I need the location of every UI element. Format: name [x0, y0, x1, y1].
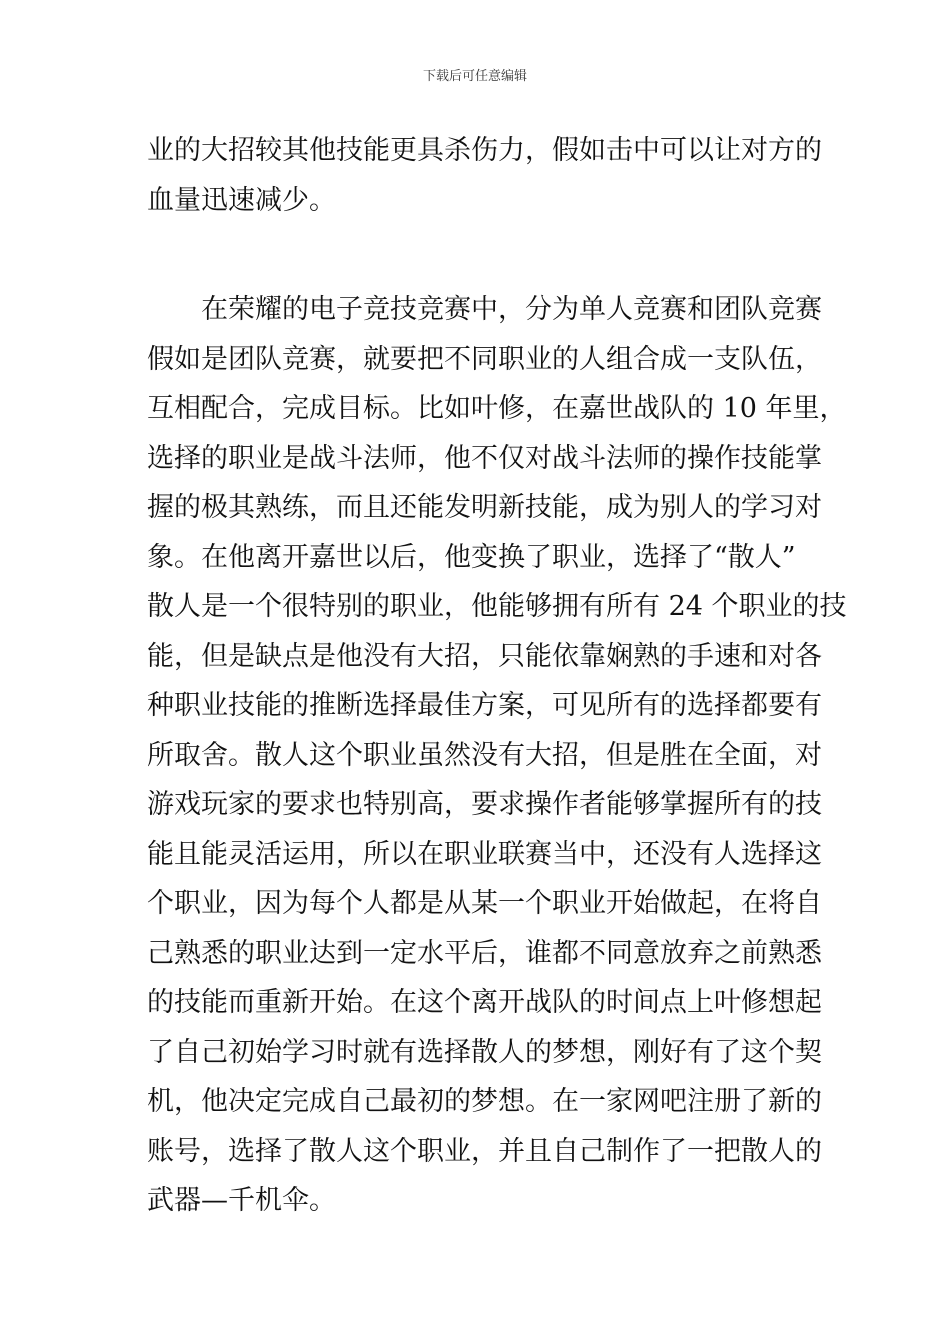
- text-line: 了自己初始学习时就有选择散人的梦想，刚好有了这个契: [147, 1036, 822, 1068]
- text-line: 游戏玩家的要求也特别高，要求操作者能够掌握所有的技: [147, 789, 822, 820]
- text-line: 的技能而重新开始。在这个离开战队的时间点上叶修想起: [147, 987, 822, 1018]
- text-line: 血量迅速减少。: [147, 184, 336, 216]
- text-line: 能，但是缺点是他没有大招，只能依靠娴熟的手速和对各: [147, 640, 822, 672]
- text-line: 账号，选择了散人这个职业，并且自己制作了一把散人的: [147, 1135, 822, 1167]
- paragraph-1: [147, 126, 822, 225]
- text-line: 在荣耀的电子竞技竞赛中，分为单人竞赛和团队竞赛: [201, 294, 822, 325]
- text-line: 握的极其熟练，而且还能发明新技能，成为别人的学习对: [147, 492, 822, 523]
- text-line: 种职业技能的推断选择最佳方案，可见所有的选择都要有: [147, 690, 822, 721]
- text-line: 象。在他离开嘉世以后，他变换了职业，选择了“散人”: [147, 541, 796, 573]
- paragraph-2: [147, 285, 847, 1226]
- page-header: 下载后可任意编辑: [422, 69, 527, 84]
- text-line: 选择的职业是战斗法师，他不仅对战斗法师的操作技能掌: [147, 442, 822, 474]
- text-line: 互相配合，完成目标。比如叶修，在嘉世战队的 10 年里，: [147, 393, 847, 424]
- paragraph-spacer: [147, 225, 807, 285]
- text-line: 个职业，因为每个人都是从某一个职业开始做起，在将自: [147, 888, 822, 919]
- text-line: 所取舍。散人这个职业虽然没有大招，但是胜在全面，对: [147, 739, 822, 771]
- text-line: 能且能灵活运用，所以在职业联赛当中，还没有人选择这: [147, 838, 822, 870]
- text-line: 假如是团队竞赛，就要把不同职业的人组合成一支队伍，: [147, 343, 822, 375]
- text-line: 业的大招较其他技能更具杀伤力，假如击中可以让对方的: [147, 135, 822, 166]
- document-body: [147, 126, 847, 1226]
- text-line: 武器—千机伞。: [147, 1185, 336, 1216]
- text-line: 机，他决定完成自己最初的梦想。在一家网吧注册了新的: [147, 1086, 822, 1117]
- text-line: 己熟悉的职业达到一定水平后，谁都不同意放弃之前熟悉: [147, 937, 822, 969]
- text-line: 散人是一个很特别的职业，他能够拥有所有 24 个职业的技: [147, 591, 847, 622]
